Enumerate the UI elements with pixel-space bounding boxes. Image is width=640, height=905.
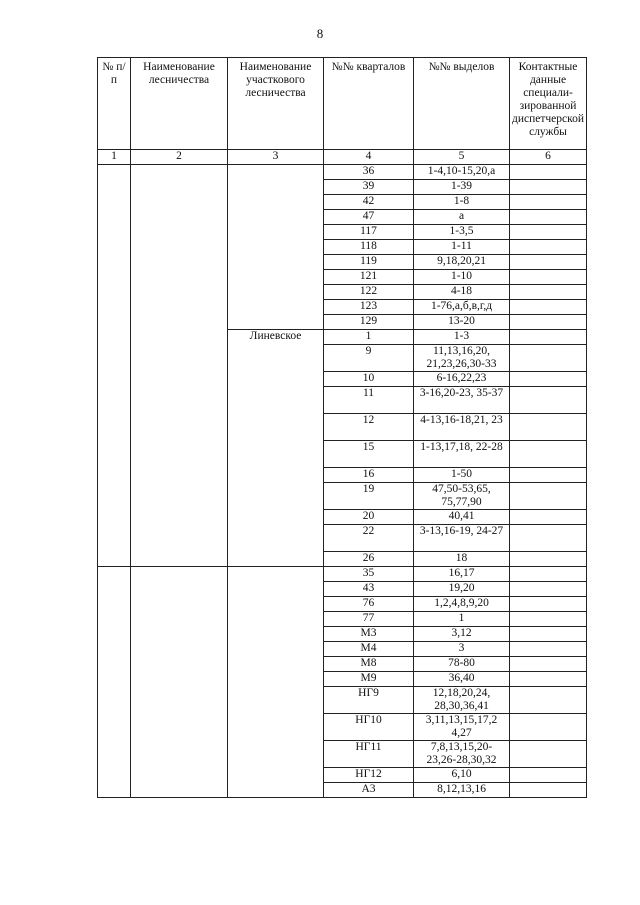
column-number: 2 [131, 150, 228, 165]
table-body [98, 165, 587, 798]
quarter-cell: 36 [324, 165, 414, 180]
column-number: 6 [510, 150, 587, 165]
allotments-cell: 1-10 [414, 270, 510, 285]
allotments-cell: 6-16,22,23 [414, 372, 510, 387]
contact-cell [510, 510, 587, 525]
contact-cell [510, 441, 587, 468]
contact-cell [510, 612, 587, 627]
contact-cell [510, 330, 587, 345]
quarter-cell: НГ10 [324, 714, 414, 741]
contact-cell [510, 414, 587, 441]
contact-cell [510, 180, 587, 195]
allotments-cell: 18 [414, 552, 510, 567]
allotments-cell: 3-16,20-23, 35-37 [414, 387, 510, 414]
district-cell [228, 165, 324, 330]
contact-cell [510, 210, 587, 225]
forestry-name-cell [131, 567, 228, 798]
contact-cell [510, 270, 587, 285]
allotments-cell: 1-76,а,б,в,г,д [414, 300, 510, 315]
contact-cell [510, 195, 587, 210]
allotments-cell: 6,10 [414, 768, 510, 783]
contact-cell [510, 468, 587, 483]
quarter-cell: 9 [324, 345, 414, 372]
quarter-cell: 77 [324, 612, 414, 627]
allotments-cell: 78-80 [414, 657, 510, 672]
allotments-cell: 1-11 [414, 240, 510, 255]
allotments-cell: 1-50 [414, 468, 510, 483]
contact-cell [510, 567, 587, 582]
allotments-cell: а [414, 210, 510, 225]
quarter-cell: 20 [324, 510, 414, 525]
quarter-cell: НГ11 [324, 741, 414, 768]
contact-cell [510, 300, 587, 315]
allotments-cell: 36,40 [414, 672, 510, 687]
allotments-cell: 16,17 [414, 567, 510, 582]
allotments-cell: 9,18,20,21 [414, 255, 510, 270]
quarter-cell: 11 [324, 387, 414, 414]
quarter-cell: 26 [324, 552, 414, 567]
contact-cell [510, 345, 587, 372]
allotments-cell: 8,12,13,16 [414, 783, 510, 798]
forestry-table [97, 57, 587, 798]
quarter-cell: 1 [324, 330, 414, 345]
quarter-cell: 76 [324, 597, 414, 612]
allotments-cell: 4-13,16-18,21, 23 [414, 414, 510, 441]
row-number-cell [98, 165, 131, 567]
allotments-cell: 3,12 [414, 627, 510, 642]
contact-cell [510, 783, 587, 798]
page-number: 8 [316, 26, 324, 41]
district-cell [228, 567, 324, 798]
contact-cell [510, 657, 587, 672]
contact-cell [510, 483, 587, 510]
contact-cell [510, 255, 587, 270]
quarter-cell: 122 [324, 285, 414, 300]
row-number-cell [98, 567, 131, 798]
allotments-cell: 1-39 [414, 180, 510, 195]
allotments-cell: 3-13,16-19, 24-27 [414, 525, 510, 552]
header-cell: Наименование участкового лесничества [228, 58, 324, 150]
quarter-cell: 35 [324, 567, 414, 582]
quarter-cell: 16 [324, 468, 414, 483]
allotments-cell: 1-13,17,18, 22-28 [414, 441, 510, 468]
contact-cell [510, 285, 587, 300]
table-row [98, 567, 587, 582]
contact-cell [510, 582, 587, 597]
quarter-cell: М3 [324, 627, 414, 642]
quarter-cell: 121 [324, 270, 414, 285]
quarter-cell: 119 [324, 255, 414, 270]
contact-cell [510, 372, 587, 387]
header-cell: Контактные данные специали-зированной диспетчерской службы [510, 58, 587, 150]
contact-cell [510, 687, 587, 714]
allotments-cell: 1 [414, 612, 510, 627]
allotments-cell: 47,50-53,65, 75,77,90 [414, 483, 510, 510]
quarter-cell: 42 [324, 195, 414, 210]
allotments-cell: 1-3,5 [414, 225, 510, 240]
allotments-cell: 1,2,4,8,9,20 [414, 597, 510, 612]
contact-cell [510, 552, 587, 567]
header-cell: №№ кварталов [324, 58, 414, 150]
quarter-cell: М9 [324, 672, 414, 687]
column-number: 5 [414, 150, 510, 165]
column-number: 4 [324, 150, 414, 165]
allotments-cell: 40,41 [414, 510, 510, 525]
quarter-cell: 10 [324, 372, 414, 387]
quarter-cell: 129 [324, 315, 414, 330]
allotments-cell: 1-8 [414, 195, 510, 210]
table-row [98, 165, 587, 180]
header-cell: № п/п [98, 58, 131, 150]
allotments-cell: 1-3 [414, 330, 510, 345]
quarter-cell: А3 [324, 783, 414, 798]
quarter-cell: 123 [324, 300, 414, 315]
contact-cell [510, 315, 587, 330]
quarter-cell: 12 [324, 414, 414, 441]
allotments-cell: 11,13,16,20, 21,23,26,30-33 [414, 345, 510, 372]
contact-cell [510, 597, 587, 612]
column-number: 3 [228, 150, 324, 165]
quarter-cell: 117 [324, 225, 414, 240]
quarter-cell: НГ9 [324, 687, 414, 714]
quarter-cell: 19 [324, 483, 414, 510]
contact-cell [510, 768, 587, 783]
quarter-cell: 118 [324, 240, 414, 255]
allotments-cell: 13-20 [414, 315, 510, 330]
header-cell: №№ выделов [414, 58, 510, 150]
quarter-cell: 39 [324, 180, 414, 195]
allotments-cell: 1-4,10-15,20,а [414, 165, 510, 180]
quarter-cell: 22 [324, 525, 414, 552]
allotments-cell: 7,8,13,15,20-23,26-28,30,32 [414, 741, 510, 768]
contact-cell [510, 387, 587, 414]
contact-cell [510, 525, 587, 552]
contact-cell [510, 642, 587, 657]
header-cell: Наименование лесничества [131, 58, 228, 150]
quarter-cell: 15 [324, 441, 414, 468]
allotments-cell: 12,18,20,24, 28,30,36,41 [414, 687, 510, 714]
forestry-name-cell [131, 165, 228, 567]
contact-cell [510, 240, 587, 255]
allotments-cell: 3,11,13,15,17,2 4,27 [414, 714, 510, 741]
allotments-cell: 4-18 [414, 285, 510, 300]
quarter-cell: 47 [324, 210, 414, 225]
contact-cell [510, 165, 587, 180]
quarter-cell: М4 [324, 642, 414, 657]
contact-cell [510, 627, 587, 642]
quarter-cell: 43 [324, 582, 414, 597]
contact-cell [510, 714, 587, 741]
contact-cell [510, 225, 587, 240]
quarter-cell: М8 [324, 657, 414, 672]
district-name-cell: Линевское [228, 330, 324, 567]
allotments-cell: 19,20 [414, 582, 510, 597]
allotments-cell: 3 [414, 642, 510, 657]
contact-cell [510, 672, 587, 687]
column-number: 1 [98, 150, 131, 165]
contact-cell [510, 741, 587, 768]
quarter-cell: НГ12 [324, 768, 414, 783]
